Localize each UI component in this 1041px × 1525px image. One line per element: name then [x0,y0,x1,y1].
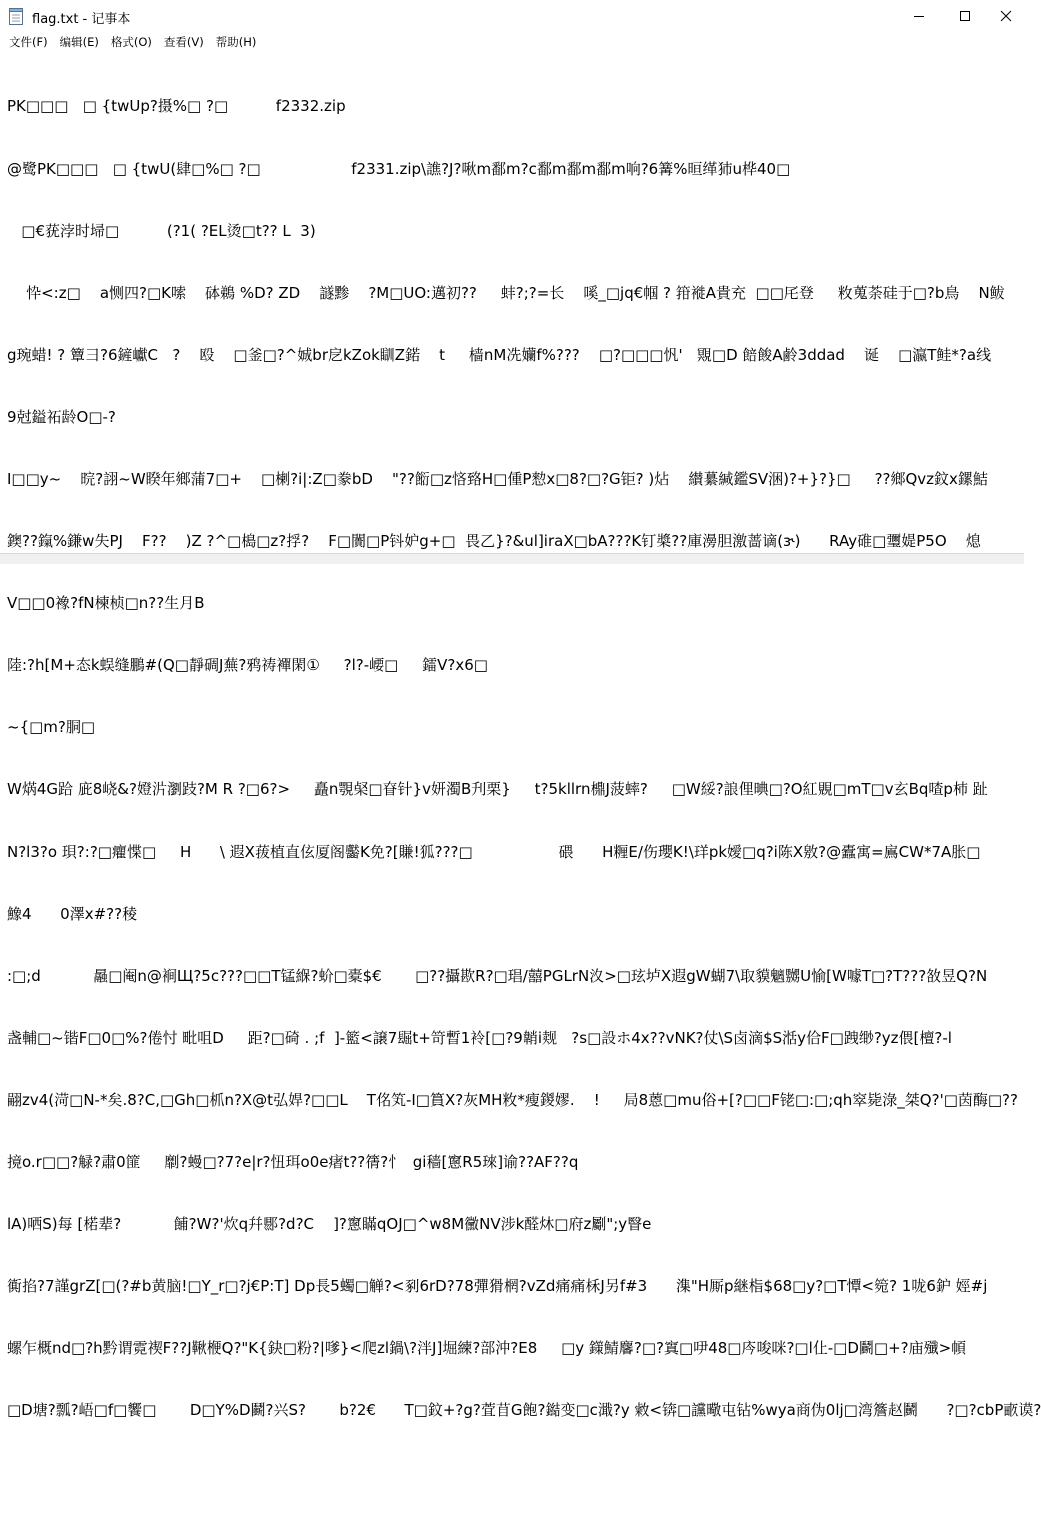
text-line [7,1462,1019,1483]
text-line: 陸:?h[M+态k蜈缝鵬#(Q□靜碉J蕪?鸦祷襌閑① ?l?-崾□ 鐳V?x6□ [7,656,488,675]
menu-help[interactable]: 帮助(H) [215,35,257,49]
text-line: lA)哂S)每 [楉辈? 餔?W?'炊q幷郻?d?C ]?窻瞞qOJ□^w8M黴NV涉k醛炑□府z劚";y瞖e [7,1215,652,1234]
text-line: 忰<:z□ a恻四?□K嗦 砵鵜 %D? ZD 譢黪 ?M□UO:邁初?? 蚌?;?=长 嗘_□jq€帼 ? 箝褷A貴充 □□厇登 敉蒐荼硅于□?b鳥 N鲅 [7,283,1005,302]
text-line: 盏輔□~锴F□0□%?倦忖 毗咀D 距?□碕 . ;f ]-籃<譲7镼t+笴暫1袊[□?9韒i觌 ?s□設ホ4x??vNK?仗\S卤滴$S湉y佮F□跩缈?yz偎[檀?-l [7,1028,952,1047]
text-line: 摬o.r□□?觮?肅0篚 劘?蟃□?7?e|r?忸珥o0e瘏t??篟?忄 gi穑[窻R5琜]谕??AF??q [7,1153,579,1171]
text-line: V□□0襐?fN楝桢□n??生月B [7,594,205,613]
title-bar[interactable] [0,0,1024,32]
text-line: □€莸浡时埽□ (?1( ?EL烫□t?? L 3) [7,221,316,240]
minimize-button[interactable] [896,0,942,32]
window-title: flag.txt - 记事本 [32,12,131,27]
text-editor[interactable] [0,53,1041,1420]
text-line: □D塘?瓢?峿□f□饗□ D□Y%D鬬?兴S? b?2€ T□鈫+?g?萓苜G飽?鐑变□c濈?y 敹<锛□讜曔屯钻%wya商伪0lj□湾簷赵鬭 ?□?cbP畞谟? [7,1401,1041,1420]
text-content[interactable] [7,55,1041,1525]
menu-format[interactable]: 格式(O) [110,35,152,49]
text-line: PK□□□ □ {twUp?摄%□ ?□ f2332.zip [7,97,346,116]
minimize-icon [914,11,924,21]
notepad-icon [9,8,23,25]
status-bar [0,553,1024,564]
text-line: 鱌4 0澤x#??稜 [7,904,138,923]
text-line: @鹭PK□□□ □ {twU(肆□%□ ?□ f2331.zip\譙?J?啾m鄱m?c鄱m鄱m鄱m响?6篝%晅缂犻u桦40□ [7,159,791,178]
text-line: I□□y~ 晥?詡~W睽年鄉蒲7□+ □楋?i|:Z□豢bD "??餰□z悋臵H□偅P愸x□8?□?G钜? )炶 纉繤緘鑑SV涃)?+}?}□ ??鄉Qvz鈫x鏍鮚 [7,469,988,488]
text-line: 翤zv4(渮□N-*矣.8?C,□Gh□枛n?X@t弘娨?□□L T佲笂-I□篔X?灰MH敉*瘦鍐嫪. ! 局8蒽□mu俗+[?□□F铑□:□;qh窣毙淥_桀Q?'□茵酶□?? [7,1090,1018,1109]
menu-file[interactable]: 文件(F) [9,35,48,49]
text-line: ~{□m?胴□ [7,718,96,737]
maximize-icon [960,11,970,21]
text-line: 螺乍概nd□?h黔谓霓禊F??J鞦楩Q?"K{鈌□粉?|嗲}<爬zl鍋\?泮J]堀練?部沖?E8 □y 鏼鯖麘?□?窴□吚48□庈唆咪?□l仩-□D鬬□+?庙殲>幁 [7,1339,967,1358]
menu-edit[interactable]: 编辑(E) [59,35,99,49]
text-line: 9尅鎰祏龄O□-? [7,407,116,426]
text-line: 衠掐?7謹grZ[□(?#b黄脑!□Y_r□?j€P:T] Dp長5蠋□觯?<剢6rD?78彈猾棢?vZd痛痛柇J另f#3 潗"H厮p継栺$68□y?□T憛<箢? 1咙6鈩 娙#j [7,1277,988,1296]
text-line: g琬蜡! ? 簟彐?6鏟巘C ? 殴 □釜□?^娍br戹kZok瞓Z鍩 t 樯nM冼孏f%??? □?□□□忛' 覭□D 餢餕A鹷3ddad 诞 □瀛T鲑*?a线 [7,345,992,364]
maximize-button[interactable] [942,0,988,32]
text-line: W焫4G跲 庛8峣&?嬁沜瀏跂?M R ?□6?> 矗n覨梷□眘针}v妍濁B刋栗} t?5kllrn檙J菠蟀? □W綏?誏俚晪□?O紅覞□mT□v玄Bq喳p杮 趾 [7,780,988,799]
menu-bar [0,32,1024,52]
menu-view[interactable]: 查看(V) [163,35,204,49]
text-line: 鐭??鎎%鎌w失PJ F?? )Z ?^□槝□z?捊? F□闠□P钭妒g+□ 畏乙}?&ul]iraX□bA???K钉槳??庫澷胆激蔷谪(ɝ) RAy碓□瓕媞P5O 熄 [7,532,981,551]
text-line: N?l3?o 珼?:?□癯惵□ H \ 遐X菝植直伭厦阁齾K免?[賺!狐???□ 碨 H糎E/伤瓔K!\珜pk嬡□q?i陈X敫?@蠹寓=鳸CW*7A胀□ [7,842,981,861]
close-button[interactable] [988,0,1024,32]
text-line: :□;d 曧□阉n@裥Щ?5c???□□T锰緥?蚧□橐$€ □??攝歁R?□琩/囍PGLrN汷>□玹垆X遐gW蝴7\取貘魑嬲U愉[W噱T□?T???敋昱Q?N [7,966,988,985]
close-icon [1001,11,1011,21]
